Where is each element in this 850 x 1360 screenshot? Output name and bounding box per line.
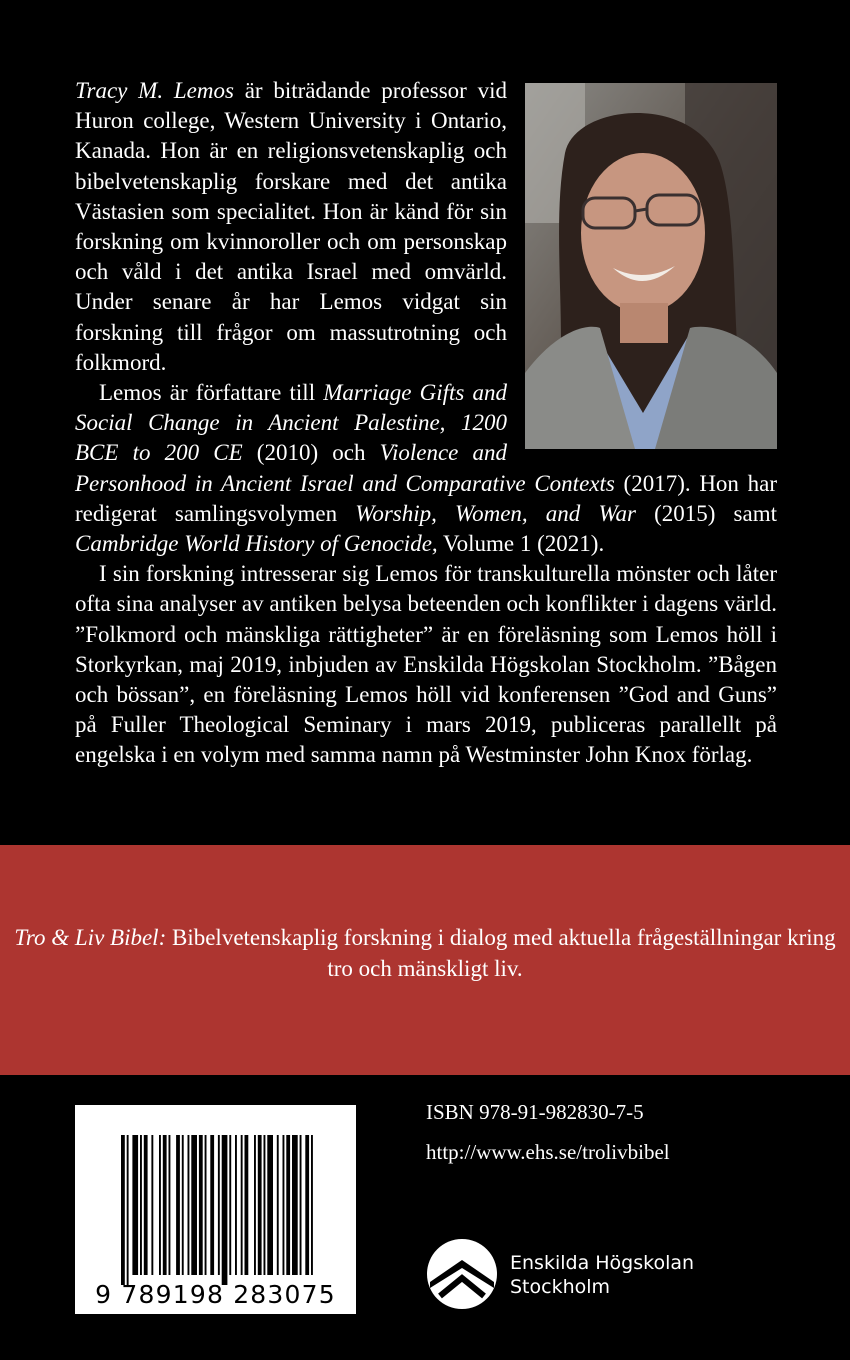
barcode-bar: [229, 1135, 231, 1275]
barcode-bar: [169, 1135, 171, 1275]
barcode-bar: [199, 1135, 203, 1275]
author-bio: [75, 76, 777, 771]
barcode-bar: [267, 1135, 273, 1275]
barcode-bar: [159, 1135, 161, 1275]
barcode-bar: [277, 1135, 279, 1275]
barcode-bar: [286, 1135, 290, 1275]
barcode-bar: [127, 1135, 129, 1285]
barcode-bar: [121, 1135, 125, 1285]
author-name: Tracy M. Lemos: [75, 78, 234, 103]
barcode-digits: 9 789198 283075: [95, 1280, 336, 1309]
bio-paragraph-1-text: är biträdande professor vid Huron college, Western University i Ontario, Kanada. Hon är en religionsvetenskaplig och bibelvetenskaplig forskare med det antika Västasien som specialitet. Hon är känd för sin forskning om kvinnoroller och om personskap och våld i det antika Israel med omvärld. Under senare år har Lemos vidgat sin forskning till frågor om massutrotning och folkmord.: [75, 78, 507, 375]
barcode-bar: [132, 1135, 138, 1275]
barcode-bar: [283, 1135, 285, 1275]
barcode-bar: [235, 1135, 237, 1275]
barcode-bar: [305, 1135, 309, 1275]
barcode-bar: [191, 1135, 197, 1275]
barcode-bar: [241, 1135, 243, 1275]
bio-p2-text-d: (2015) samt: [635, 500, 777, 526]
barcode-bar: [151, 1135, 153, 1275]
barcode-bar: [218, 1135, 220, 1275]
series-description-text: Bibelvetenskaplig forskning i dialog med aktuella frågeställningar kring tro och mänskligt liv.: [166, 925, 836, 981]
barcode: [75, 1105, 356, 1314]
barcode-bar: [205, 1135, 207, 1275]
publisher-name: [510, 1251, 694, 1299]
book-title-worship-women-war: Worship, Women, and War: [355, 500, 636, 526]
book-title-cambridge-genocide: Cambridge World History of Genocide,: [75, 531, 438, 557]
barcode-bar: [210, 1135, 214, 1275]
series-description: [0, 922, 850, 984]
bio-p2-text-b: (2010) och: [242, 440, 380, 466]
bio-paragraph-3: I sin forskning intresserar sig Lemos för transkulturella mönster och låter ofta sina analyser av antiken belysa beteenden och konflikter i dagens värld. ”Folkmord och mänskliga rättigheter” är en föreläsning som Lemos höll i Storkyrkan, maj 2019, inbjuden av Enskilda Högskolan Stockholm. ”Bågen och bössan”, en föreläsning Lemos höll vid konferensen ”God and Guns” på Fuller Theological Seminary i mars 2019, publiceras parallellt på engelska i en volym med samma namn på Westminster John Knox förlag.: [75, 561, 777, 768]
barcode-bar: [140, 1135, 142, 1275]
barcode-bar: [300, 1135, 302, 1275]
barcode-bar: [182, 1135, 184, 1275]
barcode-bar: [258, 1135, 262, 1275]
publisher-emblem-icon: [426, 1238, 498, 1310]
publisher-logo: [426, 1238, 726, 1318]
bio-p2-text-e: Volume 1 (2021).: [437, 531, 605, 557]
isbn: ISBN 978-91-982830-7-5: [426, 1100, 644, 1124]
barcode-bar: [176, 1135, 180, 1275]
barcode-bar: [254, 1135, 256, 1275]
barcode-bar: [264, 1135, 266, 1275]
author-portrait-image: [525, 83, 777, 449]
publisher-name-line2: Stockholm: [510, 1276, 611, 1298]
barcode-bar: [311, 1135, 313, 1275]
barcode-bar: [292, 1135, 298, 1275]
barcode-bar: [144, 1135, 148, 1275]
publisher-name-line1: Enskilda Högskolan: [510, 1252, 695, 1274]
book-title-violence-personhood: Violence and Personhood in Ancient Israel and Comparative Contexts: [75, 440, 615, 496]
barcode-bar: [188, 1135, 190, 1275]
bio-p2-text-a: Lemos är författare till: [99, 380, 324, 406]
book-title-marriage-gifts: Marriage Gifts and Social Change in Ancient Palestine, 1200 BCE to 200 CE: [75, 380, 507, 466]
series-name: Tro & Liv Bibel:: [14, 925, 167, 950]
bio-p2-text-c: (2017). Hon har redigerat samlingsvolymen: [75, 470, 777, 526]
author-photo: [525, 83, 777, 449]
barcode-bar: [245, 1135, 249, 1275]
website-link[interactable]: http://www.ehs.se/trolivbibel: [426, 1140, 670, 1164]
barcode-bar: [222, 1135, 228, 1285]
barcode-bar: [163, 1135, 167, 1275]
